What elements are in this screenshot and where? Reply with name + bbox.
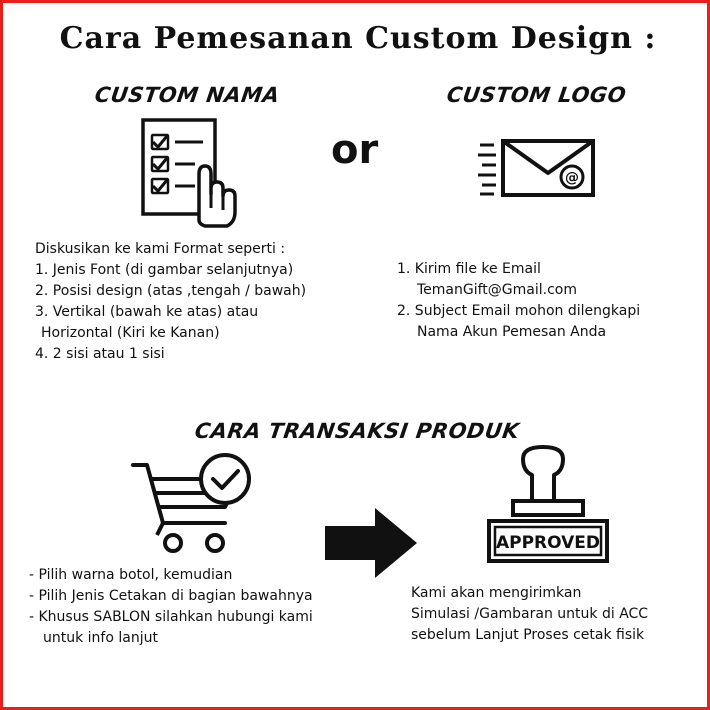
- transaksi-left-item: - Pilih warna botol, kemudian: [29, 567, 233, 583]
- custom-logo-item: 2. Subject Email mohon dilengkapi: [397, 303, 641, 319]
- cart-check-icon: [129, 451, 259, 555]
- custom-logo-item: 1. Kirim file ke Email: [397, 261, 541, 277]
- checklist-touch-icon: [139, 116, 245, 228]
- page-title: Cara Pemesanan Custom Design :: [59, 21, 657, 56]
- custom-nama-item: Horizontal (Kiri ke Kanan): [41, 325, 220, 341]
- svg-text:@: @: [565, 170, 579, 186]
- custom-nama-intro: Diskusikan ke kami Format seperti :: [35, 241, 286, 257]
- transaksi-heading: CARA TRANSAKSI PRODUK: [193, 419, 521, 443]
- or-label: or: [331, 127, 379, 173]
- transaksi-right-text: [411, 583, 648, 646]
- email-icon: [476, 137, 598, 199]
- custom-logo-item: TemanGift@Gmail.com: [417, 282, 577, 298]
- approved-stamp-icon: [483, 443, 613, 565]
- custom-nama-item: 3. Vertikal (bawah ke atas) atau: [35, 304, 259, 320]
- custom-nama-item: 2. Posisi design (atas ,tengah / bawah): [35, 283, 307, 299]
- transaksi-left-item: - Pilih Jenis Cetakan di bagian bawahnya: [29, 588, 313, 604]
- custom-logo-text: [397, 259, 640, 343]
- custom-logo-heading: CUSTOM LOGO: [445, 83, 628, 107]
- custom-nama-heading: CUSTOM NAMA: [93, 83, 282, 107]
- custom-logo-item: Nama Akun Pemesan Anda: [417, 324, 607, 340]
- transaksi-right-item: Kami akan mengirimkan: [411, 585, 582, 601]
- transaksi-right-item: sebelum Lanjut Proses cetak fisik: [411, 627, 645, 643]
- transaksi-right-item: Simulasi /Gambaran untuk di ACC: [411, 606, 649, 622]
- transaksi-left-item: untuk info lanjut: [43, 630, 158, 646]
- transaksi-left-text: [29, 565, 313, 649]
- transaksi-left-item: - Khusus SABLON silahkan hubungi kami: [29, 609, 313, 625]
- arrow-right-icon: [325, 508, 417, 578]
- custom-nama-item: 4. 2 sisi atau 1 sisi: [35, 346, 165, 362]
- custom-nama-item: 1. Jenis Font (di gambar selanjutnya): [35, 262, 294, 278]
- stamp-label: APPROVED: [495, 533, 601, 553]
- custom-nama-text: [35, 239, 306, 365]
